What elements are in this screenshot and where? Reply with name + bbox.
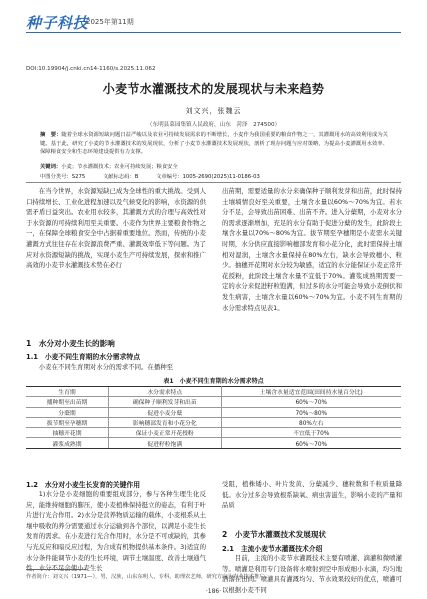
doc-code: 文献标志码：B — [102, 174, 139, 180]
table-cell: 播种期至出苗期 — [26, 397, 109, 407]
table-cell: 抽穗开花期 — [26, 428, 109, 438]
abstract-separator — [26, 182, 401, 183]
section-2-heading: 2 小麦节水灌溉技术发展现状 — [222, 530, 327, 539]
section-2-1-heading: 2.1 主流小麦节水灌溉技术介绍 — [222, 545, 323, 553]
growth-stage-text: 出苗期，需要适量的水分来确保种子顺利发芽和出苗，此时保持土壤墒情良好至关重要，土壤含水量以60%～70%为宜。若水分不足，会导致出苗困难、出苗不齐。进入分蘖期，小麦对水分的需求逐渐增加，充足的水分有助于促进分蘖的发生，此阶段土壤含水量以70%～80%为宜。拔节期至孕穗期是小麦需水关键时期，水分供应直接影响穗部发育和小花分化，此时需保持土壤相对湿润，土壤含水量保持在80%左右，缺水会导致穗小、粒少。抽穗开花期对水分较为敏感，适宜的水分能保证小麦正常开花授粉，此阶段土壤含水量不宜低于70%。灌浆成熟期需要一定的水分来促进籽粒饱满，但过多的水分可能会导致小麦倒伏和发生病害，土壤含水量以60%～70%为宜。小麦不同生育期的水分需求特点见表1。 — [222, 187, 402, 312]
table-cell: 促进籽粒饱满 — [109, 438, 222, 448]
clc-number: 中图分类号：S275 — [40, 174, 86, 180]
table-row — [26, 397, 401, 407]
table-cell: 拔节期至孕穗期 — [26, 417, 109, 427]
table-cell: 不宜低于70% — [221, 428, 401, 438]
author-footnote: 作者简介：刘文兴（1971—），男，汉族，山东东明人，专科，助理农艺师，研究方向为农业技术推广。 — [26, 574, 270, 580]
table-cell: 60%～70% — [221, 438, 401, 448]
table-row — [26, 438, 401, 448]
journal-header — [26, 12, 406, 34]
table-header-cell: 生育期 — [26, 387, 109, 397]
section-1-2-heading: 1.2 水分对小麦生长发育的关键作用 — [26, 481, 140, 489]
table-cell: 确保种子顺利发芽和出苗 — [109, 397, 222, 407]
authors: 刘文兴，张魏云 — [185, 107, 242, 115]
right-column-top — [222, 186, 402, 313]
table-cell: 保证小麦正常开花授粉 — [109, 428, 222, 438]
table-row — [26, 407, 401, 417]
keywords — [40, 162, 388, 170]
article-number: 文章编号：1005-2690(2025)11-0186-03 — [156, 174, 260, 180]
section-1-1-paragraph — [26, 362, 206, 373]
article-title: 小麦节水灌溉技术的发展现状与未来趋势 — [102, 82, 325, 96]
table-cell: 影响穗部发育和小花分化 — [109, 417, 222, 427]
section-1-2-paragraph — [26, 489, 206, 573]
table-cell: 灌浆成熟期 — [26, 438, 109, 448]
table-cell: 分蘖期 — [26, 407, 109, 417]
intro-paragraph — [26, 186, 206, 271]
continuation-text: 受阻，植株矮小、叶片发黄、分蘖减少、穗粒数和千粒质量降低。水分过多会导致根系缺氧、病虫害滋生，影响小麦的产量和品质 — [222, 480, 402, 510]
table-header-cell: 土壤含水量适宜范围(田间持水量百分比) — [221, 387, 401, 397]
table-cell: 60%～70% — [221, 397, 401, 407]
affiliation: （东明县菜园集镇人民政府，山东 菏泽 274500） — [146, 122, 281, 128]
issue-label: 2025年第11期 — [86, 18, 134, 26]
footnote-rule — [26, 569, 86, 570]
section-1-heading: 1 水分对小麦生长的影响 — [26, 339, 115, 348]
journal-logo: 种子科技 — [26, 16, 89, 32]
table-title: 表1 小麦不同生育期的水分需求特点 — [163, 378, 264, 385]
section-2-1-text: 目前，主流的小麦节水灌溉技术主要有喷灌、滴灌和微喷灌等。喷灌是利用专门设备将水喷射到空中形成细小水滴，均匀地洒落在田间。喷灌具有灌溉均匀、节水效果较好的优点，喷灌可以根据小麦不同 — [222, 554, 402, 594]
section-2-1-paragraph — [222, 553, 402, 594]
classification — [40, 172, 388, 180]
table-row — [26, 428, 401, 438]
section-1-1-heading: 1.1 小麦不同生育期的水分需求特点 — [26, 353, 140, 361]
header-rule — [26, 32, 401, 33]
intro-text: 在当今世界，水资源短缺已成为全球性的重大挑战。受到人口持续增长、工业化进程加速以及气候变化的影响，水资源的供需矛盾日益突出。农业用水较多，其灌溉方式的合理与高效性对于水资源的可持续利用至关重要。小麦作为世界主要粮食作物之一，在保障全球粮食安全中占据着重要地位。然而，传统的小麦灌溉方式往往存在水资源浪费严重、灌溉效率低下等问题。为了应对水资源短缺的挑战，实现小麦生产可持续发展，探索和推广高效的小麦节水灌溉技术势在必行 — [26, 187, 206, 270]
abstract — [40, 131, 388, 157]
table-header-row — [26, 387, 401, 397]
table-cell: 70%～80% — [221, 407, 401, 417]
right-column-continuation — [222, 479, 402, 511]
abstract-text: 随着全球水资源短缺问题日益严峻以及农业可持续发展需求的不断增长，小麦作为我国重要的粮食作物之一，其灌溉用水的高效利用成为关键。基于此，研究了小麦的节水灌溉技术的发展现状，分析了小麦节水灌溉技术发展现状，剖析了现存问题与应对策略，为提高小麦灌溉用水效率、保障粮食安全和生态环境建设提供有力支撑。 — [40, 132, 388, 156]
keywords-text: 小麦；节水灌溉技术；农业可持续发展；粮食安全 — [61, 164, 178, 170]
table-row — [26, 417, 401, 427]
doi: DOI:10.19904/j.cnki.cn14-1160/s.2025.11.062 — [26, 66, 156, 72]
table-cell: 80%左右 — [221, 417, 401, 427]
section-1-1-text: 小麦在不同生育期对水分的需求不同。在播种至 — [38, 363, 173, 371]
water-demand-table — [26, 386, 401, 449]
table-header-cell: 水分需求特点 — [109, 387, 222, 397]
section-1-2-text: 1)水分是小麦细胞的重要组成部分，参与各种生理生化反应，能维持细胞的膨压，使小麦植株保持挺立的姿态，有利于叶片进行光合作用。2)水分是营养物质运输的载体，小麦根系从土壤中吸收的养分需要通过水分运输到各个部位，以满足小麦生长发育的需求。在小麦进行光合作用时，水分是不可或缺的，其参与光反应和暗反应过程，为合成有机物提供基本条件。3)适宜的水分条件能调节小麦的生长环境，调节土壤温度、改善土壤通气性，水分不足会使小麦生长 — [26, 490, 206, 573]
abstract-label: 摘 要： — [40, 132, 62, 138]
table-cell: 促进小麦分蘖 — [109, 407, 222, 417]
keywords-label: 关键词： — [40, 164, 62, 170]
page-number: ·186· — [205, 588, 222, 595]
